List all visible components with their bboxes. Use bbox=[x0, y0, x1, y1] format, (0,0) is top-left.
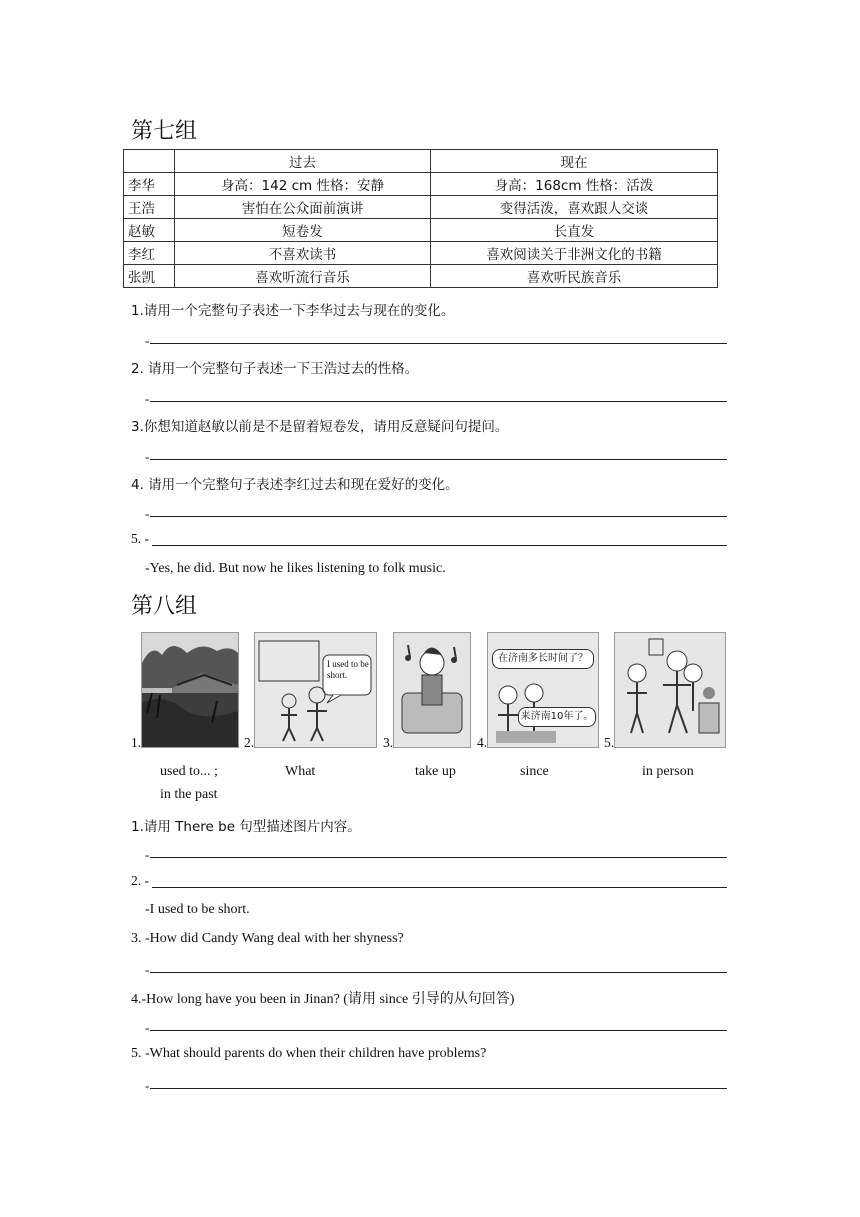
s8-question-2-answer: -I used to be short. bbox=[145, 902, 250, 917]
keyword-in-person: in person bbox=[642, 764, 694, 779]
pic-number-4: 4. bbox=[477, 735, 488, 750]
table-cell: 赵敏 bbox=[124, 219, 175, 242]
table-cell: 变得活泼，喜欢跟人交谈 bbox=[431, 196, 718, 219]
table-cell: 身高：168cm 性格：活泼 bbox=[431, 173, 718, 196]
landscape-photo bbox=[141, 632, 239, 748]
question-2: 2. 请用一个完整句子表述一下王浩过去的性格。 bbox=[131, 361, 419, 377]
answer-line[interactable] bbox=[152, 887, 727, 888]
question-5-label: 5. - bbox=[131, 531, 149, 546]
answer-line[interactable] bbox=[150, 516, 727, 517]
question-5-answer: -Yes, he did. But now he likes listening to folk music. bbox=[145, 561, 446, 576]
table-cell: 王浩 bbox=[124, 196, 175, 219]
table-row bbox=[124, 242, 718, 265]
answer-dash: - bbox=[145, 449, 150, 464]
s8-question-3: 3. -How did Candy Wang deal with her shyness? bbox=[131, 931, 404, 946]
answer-line[interactable] bbox=[150, 1088, 727, 1089]
table-row bbox=[124, 265, 718, 288]
bubble-top-text: 在济南多长时间了？ bbox=[492, 649, 594, 669]
answer-line[interactable] bbox=[150, 401, 727, 402]
answer-dash: - bbox=[145, 333, 150, 348]
table-header-row bbox=[124, 150, 718, 173]
answer-line[interactable] bbox=[152, 545, 727, 546]
question-3: 3.你想知道赵敏以前是不是留着短卷发，请用反意疑问句提问。 bbox=[131, 419, 509, 435]
s8-question-2-label: 2. - bbox=[131, 873, 149, 888]
answer-dash: - bbox=[145, 1078, 150, 1093]
pic-number-5: 5. bbox=[604, 735, 615, 750]
s8-question-5: 5. -What should parents do when their children have problems? bbox=[131, 1046, 487, 1061]
pic-number-2: 2. bbox=[244, 735, 255, 750]
speech-bubble-text: I used to be short. bbox=[327, 659, 369, 680]
table-header-cell: 过去 bbox=[175, 150, 431, 173]
table-cell: 身高：142 cm 性格：安静 bbox=[175, 173, 431, 196]
answer-line[interactable] bbox=[150, 343, 727, 344]
table-row bbox=[124, 219, 718, 242]
comparison-table bbox=[123, 149, 718, 288]
keyword-in-the-past: in the past bbox=[160, 787, 218, 802]
answer-dash: - bbox=[145, 962, 150, 977]
pic-number-3: 3. bbox=[383, 735, 394, 750]
keyword-used-to: used to... ; bbox=[160, 764, 218, 779]
question-4: 4. 请用一个完整句子表述李红过去和现在爱好的变化。 bbox=[131, 477, 459, 493]
bubble-bottom-text: 来济南10年了。 bbox=[518, 707, 596, 727]
table-cell: 短卷发 bbox=[175, 219, 431, 242]
table-cell: 不喜欢读书 bbox=[175, 242, 431, 265]
family-cartoon bbox=[614, 632, 726, 748]
pic-number-1: 1. bbox=[131, 735, 142, 750]
table-cell: 李华 bbox=[124, 173, 175, 196]
table-cell: 长直发 bbox=[431, 219, 718, 242]
kids-cartoon bbox=[254, 632, 377, 748]
table-cell: 害怕在公众面前演讲 bbox=[175, 196, 431, 219]
conversation-cartoon bbox=[487, 632, 599, 748]
answer-line[interactable] bbox=[150, 972, 727, 973]
answer-dash: - bbox=[145, 391, 150, 406]
answer-dash: - bbox=[145, 847, 150, 862]
s8-question-1: 1.请用 There be 句型描述图片内容。 bbox=[131, 819, 361, 835]
answer-line[interactable] bbox=[150, 459, 727, 460]
s8-question-4: 4.-How long have you been in Jinan? (请用 since 引导的从句回答) bbox=[131, 992, 515, 1007]
keyword-take-up: take up bbox=[415, 764, 456, 779]
table-row bbox=[124, 173, 718, 196]
table-cell: 喜欢听民族音乐 bbox=[431, 265, 718, 288]
table-cell: 喜欢阅读关于非洲文化的书籍 bbox=[431, 242, 718, 265]
girl-singing-cartoon bbox=[393, 632, 471, 748]
table-header-cell bbox=[124, 150, 175, 173]
answer-dash: - bbox=[145, 1020, 150, 1035]
answer-line[interactable] bbox=[150, 857, 727, 858]
keyword-since: since bbox=[520, 764, 549, 779]
table-cell: 喜欢听流行音乐 bbox=[175, 265, 431, 288]
table-row bbox=[124, 196, 718, 219]
table-cell: 张凯 bbox=[124, 265, 175, 288]
keyword-what: What bbox=[285, 764, 316, 779]
section7-title: 第七组 bbox=[131, 119, 198, 144]
table-cell: 李红 bbox=[124, 242, 175, 265]
section8-title: 第八组 bbox=[131, 594, 198, 619]
table-header-cell: 现在 bbox=[431, 150, 718, 173]
question-1: 1.请用一个完整句子表述一下李华过去与现在的变化。 bbox=[131, 303, 455, 319]
answer-line[interactable] bbox=[150, 1030, 727, 1031]
answer-dash: - bbox=[145, 506, 150, 521]
